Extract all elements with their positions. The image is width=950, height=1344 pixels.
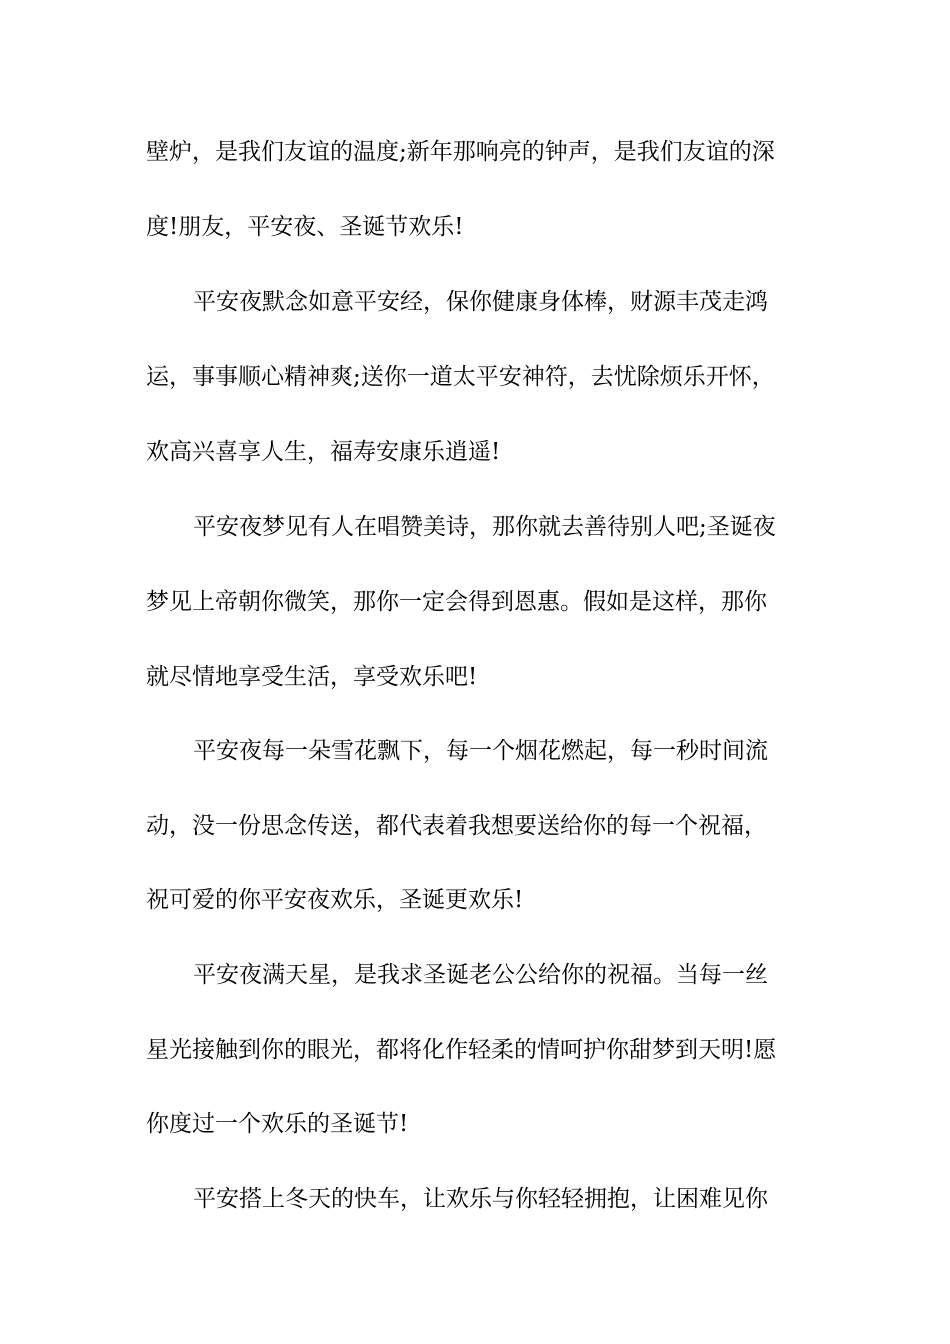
paragraph-first-line: 平安夜梦见有人在唱赞美诗，那你就去善待别人吧;圣诞夜	[193, 514, 776, 540]
text-line: 动，没一份思念传送，都代表着我想要送给你的每一个祝福，	[146, 813, 767, 839]
text-line: 欢高兴喜享人生，福寿安康乐逍遥!	[146, 439, 501, 465]
text-line: 就尽情地享受生活，享受欢乐吧!	[146, 664, 478, 690]
text-line: 你度过一个欢乐的圣诞节!	[146, 1111, 409, 1137]
text-line: 星光接触到你的眼光，都将化作轻柔的情呵护你甜梦到天明!愿	[146, 1037, 777, 1063]
text-line: 祝可爱的你平安夜欢乐，圣诞更欢乐!	[146, 887, 524, 913]
paragraph-first-line: 平安夜每一朵雪花飘下，每一个烟花燃起，每一秒时间流	[193, 738, 768, 764]
text-line: 壁炉，是我们友谊的温度;新年那响亮的钟声，是我们友谊的深	[146, 139, 775, 165]
paragraph-first-line: 平安夜默念如意平安经，保你健康身体棒，财源丰茂走鸿	[193, 289, 768, 315]
text-line: 运，事事顺心精神爽;送你一道太平安神符，去忧除烦乐开怀，	[146, 364, 775, 390]
text-line: 度!朋友，平安夜、圣诞节欢乐!	[146, 214, 464, 240]
paragraph-first-line: 平安夜满天星，是我求圣诞老公公给你的祝福。当每一丝	[193, 962, 768, 988]
paragraph-first-line: 平安搭上冬天的快车，让欢乐与你轻轻拥抱，让困难见你	[193, 1186, 768, 1212]
text-line: 梦见上帝朝你微笑，那你一定会得到恩惠。假如是这样，那你	[146, 589, 767, 615]
